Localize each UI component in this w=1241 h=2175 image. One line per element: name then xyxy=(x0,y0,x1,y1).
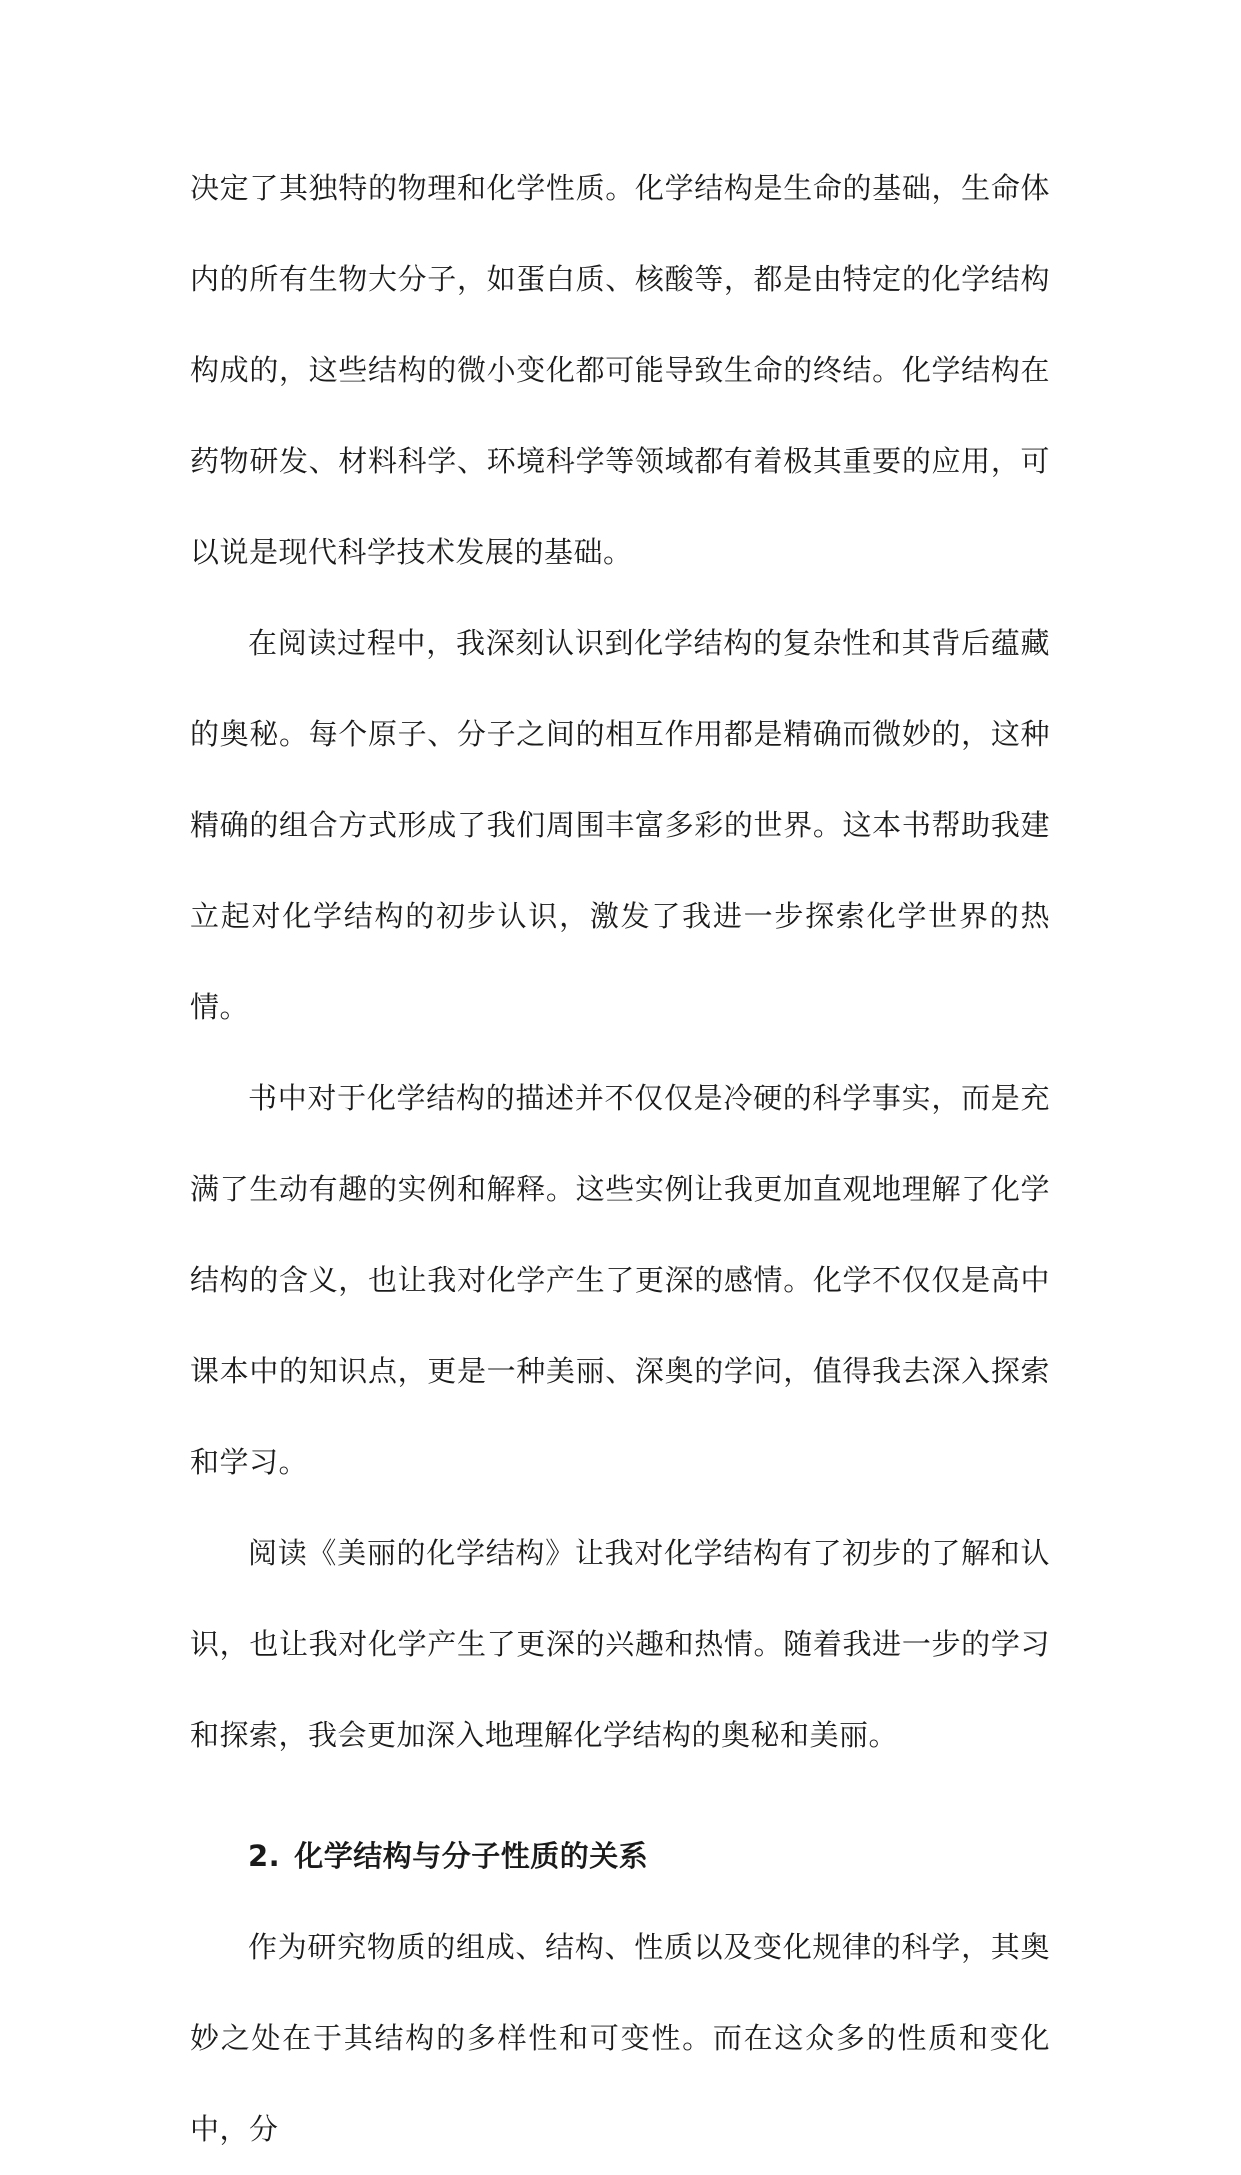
paragraph-section-intro: 作为研究物质的组成、结构、性质以及变化规律的科学，其奥妙之处在于其结构的多样性和可变性。而在这众多的性质和变化中，分 xyxy=(190,1930,1050,2146)
section-heading xyxy=(190,1811,1050,1902)
section-number: 2. xyxy=(248,1839,281,1873)
paragraph-reading-reflection: 在阅读过程中，我深刻认识到化学结构的复杂性和其背后蕴藏的奥秘。每个原子、分子之间的相互作用都是精确而微妙的，这种精确的组合方式形成了我们周围丰富多彩的世界。这本书帮助我建立起对化学结构的初步认识，激发了我进一步探索化学世界的热情。 xyxy=(190,626,1050,1024)
paragraph-continuation: 决定了其独特的物理和化学性质。化学结构是生命的基础，生命体内的所有生物大分子，如蛋白质、核酸等，都是由特定的化学结构构成的，这些结构的微小变化都可能导致生命的终结。化学结构在药物研发、材料科学、环境科学等领域都有着极其重要的应用，可以说是现代科学技术发展的基础。 xyxy=(190,171,1050,569)
document-page xyxy=(190,143,1050,2175)
section-title: 化学结构与分子性质的关系 xyxy=(294,1839,649,1873)
paragraph-book-description: 书中对于化学结构的描述并不仅仅是冷硬的科学事实，而是充满了生动有趣的实例和解释。这些实例让我更加直观地理解了化学结构的含义，也让我对化学产生了更深的感情。化学不仅仅是高中课本中的知识点，更是一种美丽、深奥的学问，值得我去深入探索和学习。 xyxy=(190,1081,1050,1479)
paragraph-conclusion: 阅读《美丽的化学结构》让我对化学结构有了初步的了解和认识，也让我对化学产生了更深的兴趣和热情。随着我进一步的学习和探索，我会更加深入地理解化学结构的奥秘和美丽。 xyxy=(190,1536,1050,1752)
